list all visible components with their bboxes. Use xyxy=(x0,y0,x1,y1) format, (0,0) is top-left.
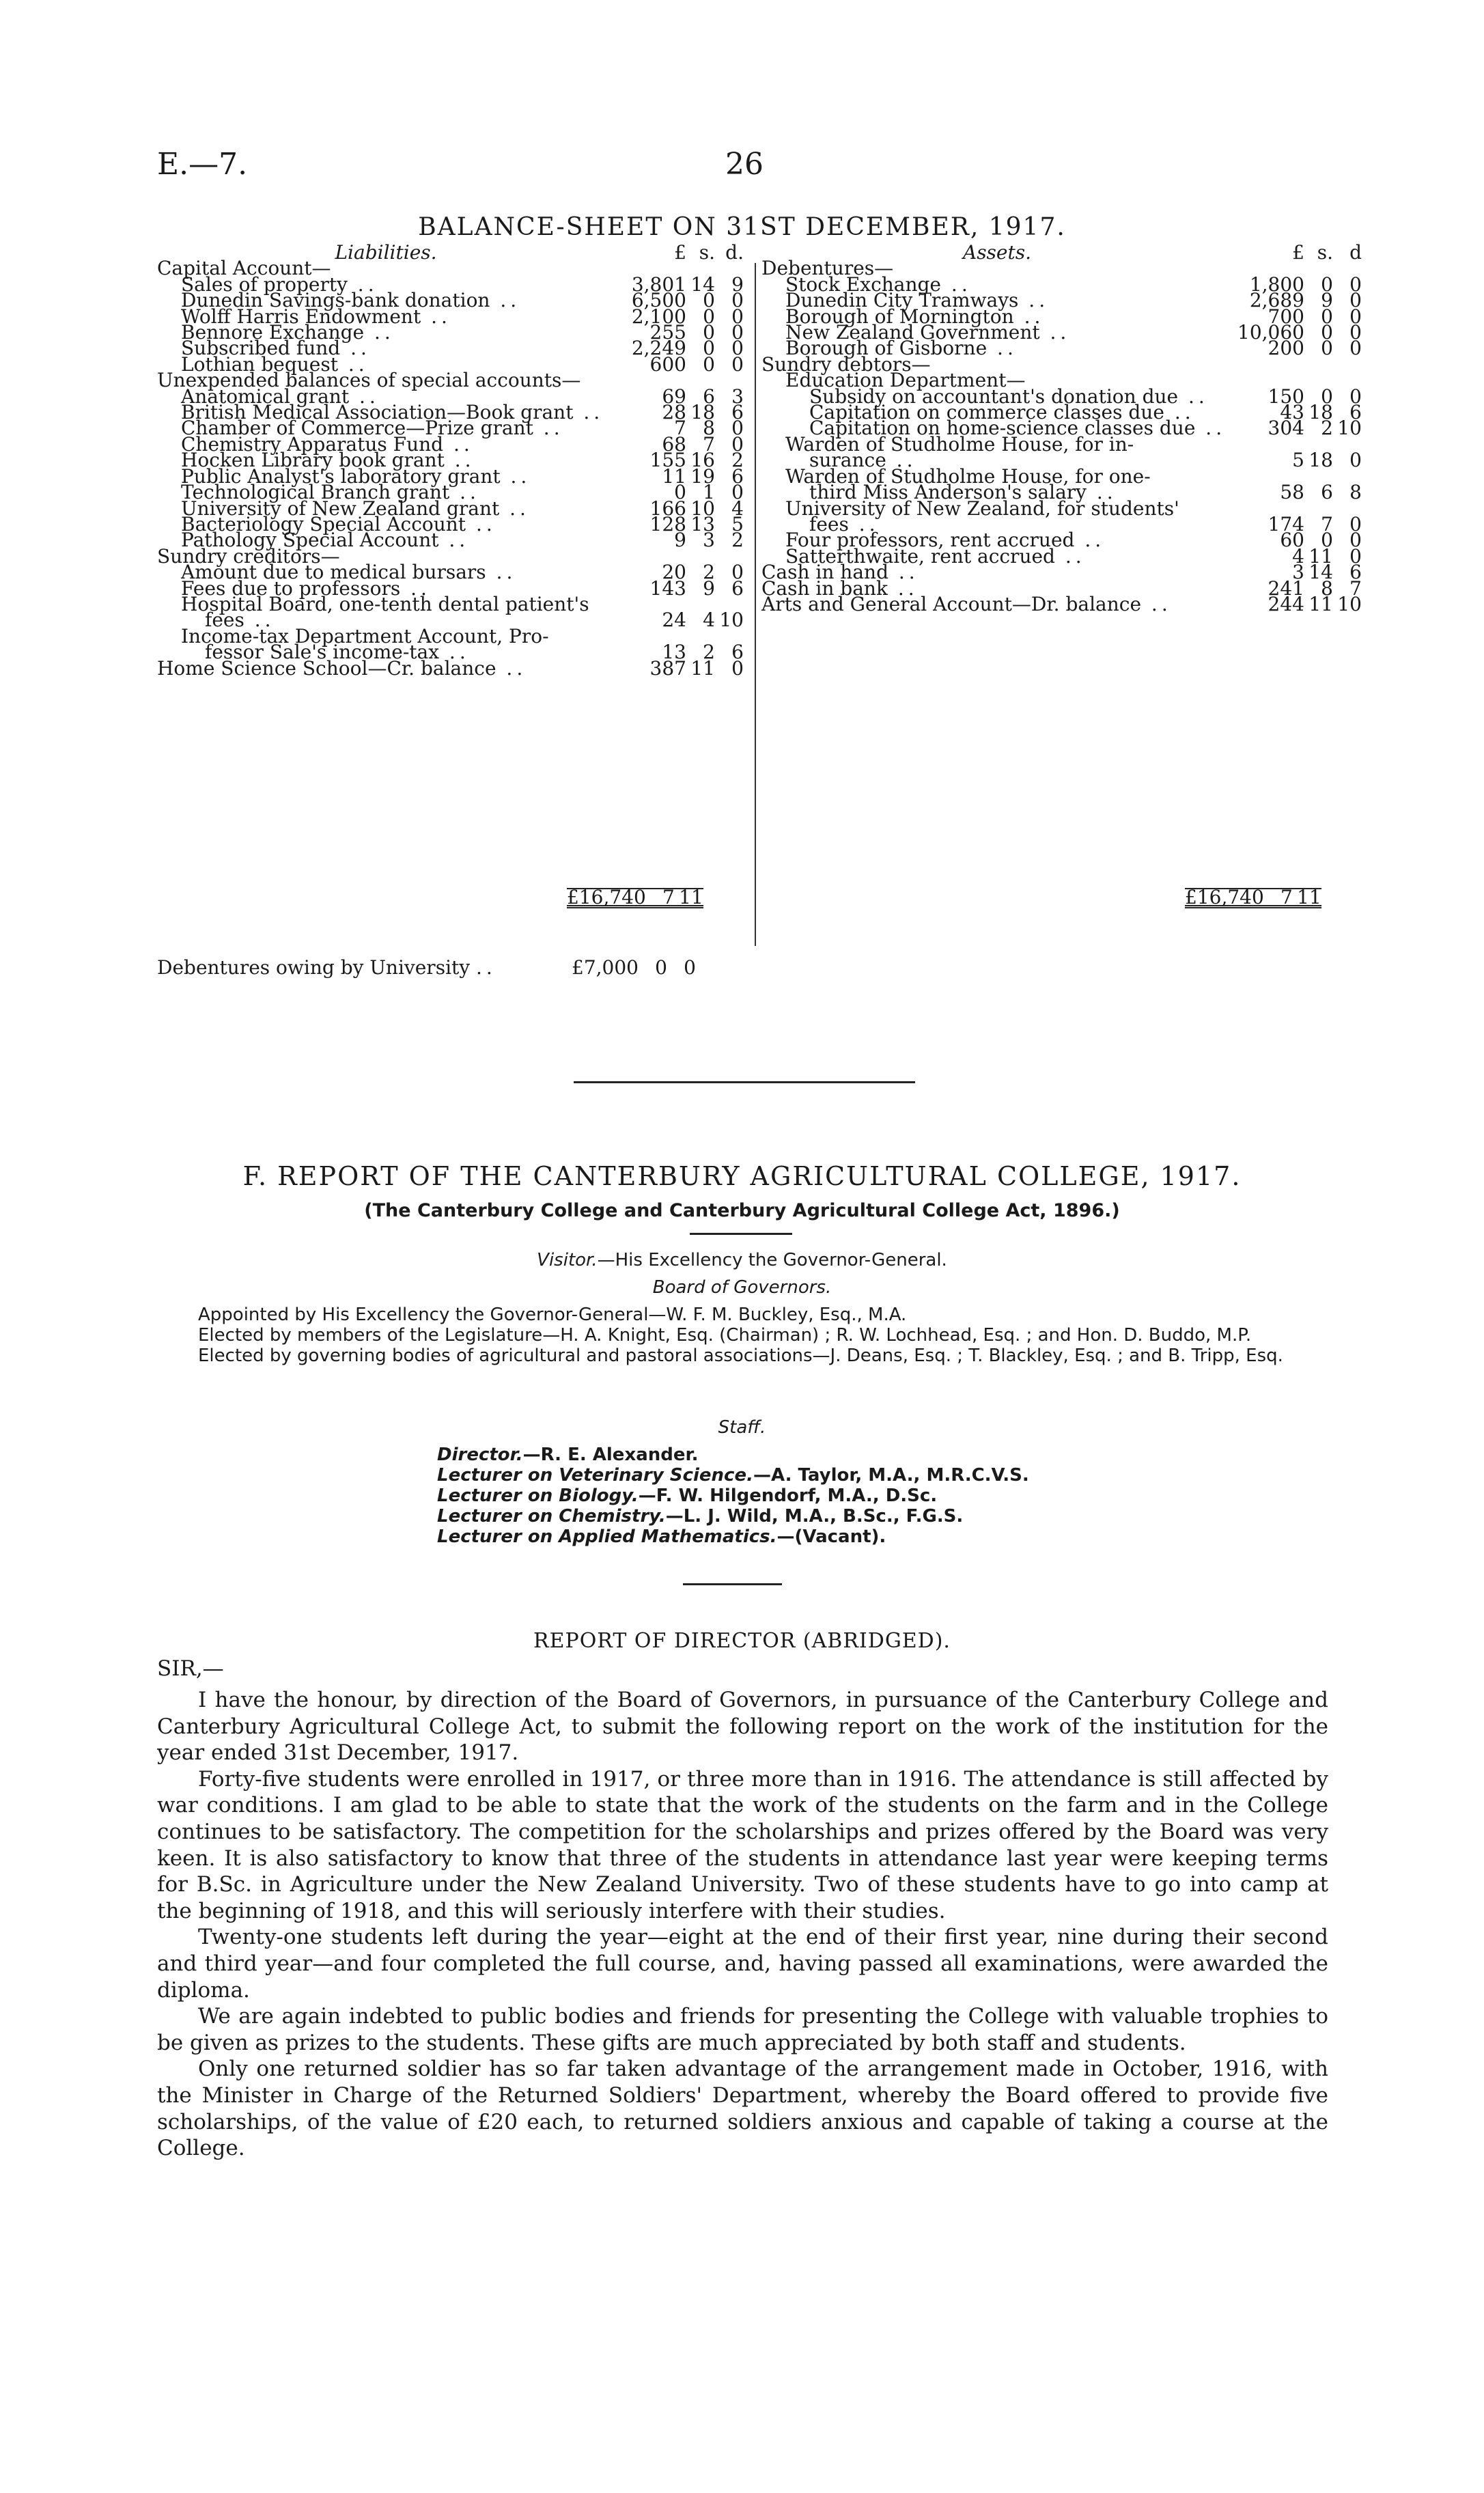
amount-shillings: 8 xyxy=(1321,576,1333,600)
row-label: Borough of Gisborne .. xyxy=(785,337,1018,360)
liabilities-total-shillings: 7 xyxy=(646,889,675,907)
amount-shillings: 2 xyxy=(703,561,715,584)
amount-pence: 6 xyxy=(731,576,744,600)
amount-shillings: 9 xyxy=(703,576,715,600)
amount-shillings: 0 xyxy=(1321,321,1333,344)
amount-shillings: 0 xyxy=(703,305,715,328)
liabilities-total-row xyxy=(157,888,703,908)
amount-pence: 0 xyxy=(1349,337,1362,360)
visitor-line xyxy=(0,1250,1484,1270)
amount-pence: 0 xyxy=(1349,289,1362,312)
amount-shillings: 18 xyxy=(1308,401,1333,424)
row-label: Pathology Special Account .. xyxy=(181,529,470,552)
amount-pence: 9 xyxy=(731,273,744,296)
amount-pounds: 200 xyxy=(1268,337,1304,360)
staff-director: Director.—R. E. Alexander. xyxy=(437,1445,699,1465)
row-label: University of New Zealand, for students' xyxy=(785,497,1179,520)
row-label: Capital Account— xyxy=(157,257,331,280)
amount-shillings: 4 xyxy=(703,609,715,632)
assets-table xyxy=(761,241,1362,615)
liabilities-total-pence: 11 xyxy=(675,889,703,907)
shillings-col-header: s. xyxy=(1317,241,1333,264)
amount-shillings: 0 xyxy=(1321,337,1333,360)
amount-pounds: 69 xyxy=(662,385,686,408)
amount-pounds: 43 xyxy=(1280,401,1304,424)
row-label: University of New Zealand grant .. xyxy=(181,497,530,520)
amount-pence: 6 xyxy=(1349,561,1362,584)
row-label: Sundry debtors— xyxy=(761,352,931,376)
amount-pounds: 20 xyxy=(662,561,686,584)
row-label: fees .. xyxy=(205,609,275,632)
amount-pence: 5 xyxy=(731,512,744,535)
assets-total-pence: 11 xyxy=(1293,889,1321,907)
staff-chemistry: Lecturer on Chemistry.—L. J. Wild, M.A., B.Sc., F.G.S. xyxy=(437,1506,964,1527)
amount-pounds: 2,249 xyxy=(631,337,686,360)
row-label: Chamber of Commerce—Prize grant .. xyxy=(181,417,564,440)
amount-shillings: 0 xyxy=(1321,385,1333,408)
row-label: Dunedin Savings-bank donation .. xyxy=(181,289,521,312)
pence-col-header: d. xyxy=(725,241,744,264)
amount-pence: 2 xyxy=(731,529,744,552)
amount-pounds: 9 xyxy=(674,529,686,552)
debentures-owing-shillings: 0 xyxy=(655,956,667,979)
balance-sheet-title: BALANCE-SHEET ON 31ST DECEMBER, 1917. xyxy=(418,213,1066,241)
row-label: Unexpended balances of special accounts— xyxy=(157,369,581,392)
amount-pence: 0 xyxy=(731,321,744,344)
amount-pounds: 10,060 xyxy=(1237,321,1304,344)
row-label: Arts and General Account—Dr. balance .. xyxy=(761,592,1172,615)
amount-shillings: 2 xyxy=(1321,417,1333,440)
amount-pence: 0 xyxy=(1349,321,1362,344)
amount-shillings: 14 xyxy=(1308,561,1333,584)
amount-shillings: 0 xyxy=(703,352,715,376)
amount-pence: 0 xyxy=(1349,305,1362,328)
paragraph: Twenty-one students left during the year—eight at the end of their first year, nine during their second and third year—and four completed the full course, and, having passed all examinations, were awarded the diploma. xyxy=(157,1925,1328,2003)
amount-shillings: 14 xyxy=(690,273,715,296)
row-label: Capitation on commerce classes due .. xyxy=(809,401,1195,424)
amount-shillings: 6 xyxy=(1321,481,1333,504)
amount-shillings: 7 xyxy=(703,432,715,456)
staff-biology: Lecturer on Biology.—F. W. Hilgendorf, M.A., D.Sc. xyxy=(437,1486,938,1506)
row-label: Bennore Exchange .. xyxy=(181,321,395,344)
row-label: Cash in hand .. xyxy=(761,561,919,584)
liabilities-total-pounds: £16,740 xyxy=(567,886,646,908)
row-label: fessor Sale's income-tax .. xyxy=(205,641,470,664)
amount-shillings: 7 xyxy=(1321,512,1333,535)
amount-shillings: 13 xyxy=(690,512,715,535)
row-label: Stock Exchange .. xyxy=(785,273,972,296)
amount-shillings: 0 xyxy=(703,289,715,312)
amount-shillings: 0 xyxy=(703,337,715,360)
amount-pence: 10 xyxy=(1337,592,1362,615)
amount-pence: 0 xyxy=(731,352,744,376)
amount-pence: 0 xyxy=(731,481,744,504)
amount-pence: 0 xyxy=(731,656,744,680)
amount-pence: 0 xyxy=(1349,385,1362,408)
amount-shillings: 0 xyxy=(1321,305,1333,328)
page-number: 26 xyxy=(725,147,764,182)
paragraph: We are again indebted to public bodies and friends for presenting the College with valuable trophies to be given as prizes to the students. These gifts are much appreciated by both staff and students. xyxy=(157,2004,1328,2055)
title-rule xyxy=(690,1233,792,1235)
row-label: Debentures— xyxy=(761,257,894,280)
amount-pence: 6 xyxy=(1349,401,1362,424)
amount-pounds: 241 xyxy=(1268,576,1304,600)
row-label: Bacteriology Special Account .. xyxy=(181,512,496,535)
row-label: Capitation on home-science classes due .. xyxy=(809,417,1227,440)
staff-list xyxy=(437,1445,1029,1547)
amount-pounds: 143 xyxy=(649,576,686,600)
amount-pence: 4 xyxy=(731,497,744,520)
row-label: Hospital Board, one-tenth dental patient's xyxy=(181,592,589,615)
amount-pounds: 1,800 xyxy=(1249,273,1304,296)
amount-pounds: 2,100 xyxy=(631,305,686,328)
amount-pounds: 6,500 xyxy=(631,289,686,312)
amount-shillings: 10 xyxy=(690,497,715,520)
amount-pounds: 128 xyxy=(649,512,686,535)
amount-pounds: 700 xyxy=(1268,305,1304,328)
amount-shillings: 2 xyxy=(703,641,715,664)
assets-heading: Assets. xyxy=(962,241,1032,264)
assets-total-row xyxy=(761,888,1321,908)
row-label: Subscribed fund .. xyxy=(181,337,371,360)
amount-pounds: 155 xyxy=(649,449,686,472)
row-label: Sales of property .. xyxy=(181,273,378,296)
amount-pence: 6 xyxy=(731,464,744,488)
amount-pounds: 304 xyxy=(1268,417,1304,440)
balance-row xyxy=(761,596,1362,612)
amount-shillings: 6 xyxy=(703,385,715,408)
row-label: Amount due to medical bursars .. xyxy=(181,561,517,584)
row-label: Wolff Harris Endowment .. xyxy=(181,305,451,328)
staff-mathematics: Lecturer on Applied Mathematics.—(Vacant). xyxy=(437,1527,886,1547)
amount-shillings: 18 xyxy=(1308,449,1333,472)
paragraph: Forty-five students were enrolled in 1917, or three more than in 1916. The attendance is still affected by war conditions. I am glad to be able to state that the work of the students on the farm and in the College continues to be satisfactory. The competition for the scholarships and prizes offered by the Board was very keen. It is also satisfactory to know that three of the students in attendance last year were keeping terms for B.Sc. in Agriculture under the New Zealand University. Two of these students have to go into camp at the beginning of 1918, and this will seriously interfere with their studies. xyxy=(157,1766,1328,1923)
amount-shillings: 0 xyxy=(1321,273,1333,296)
report-act-subtitle: (The Canterbury College and Canterbury Agricultural College Act, 1896.) xyxy=(364,1200,1120,1221)
row-label: Warden of Studholme House, for one- xyxy=(785,464,1151,488)
pence-col-header: d xyxy=(1349,241,1362,264)
board-members xyxy=(157,1305,1328,1366)
debentures-owing-row: Debentures owing by University .. £7,000 0 0 xyxy=(157,956,696,979)
board-heading: Board of Governors. xyxy=(652,1277,832,1298)
amount-pence: 6 xyxy=(731,641,744,664)
row-label: Chemistry Apparatus Fund .. xyxy=(181,432,474,456)
amount-pounds: 600 xyxy=(649,352,686,376)
amount-shillings: 11 xyxy=(690,656,715,680)
balance-row xyxy=(157,660,744,676)
salutation: SIR,— xyxy=(157,1656,224,1681)
row-label: Subsidy on accountant's donation due .. xyxy=(809,385,1209,408)
board-line-legislature: Elected by members of the Legislature—H. A. Knight, Esq. (Chairman) ; R. W. Lochhead, Esq. ; and Hon. D. Buddo, M.P. xyxy=(198,1325,1252,1346)
amount-pence: 0 xyxy=(731,305,744,328)
amount-pounds: 68 xyxy=(662,432,686,456)
row-label: Four professors, rent accrued .. xyxy=(785,529,1106,552)
amount-pounds: 58 xyxy=(1280,481,1304,504)
pounds-col-header: £ xyxy=(674,241,686,264)
paragraph: Only one returned soldier has so far taken advantage of the arrangement made in October, 1916, with the Minister in Charge of the Returned Soldiers' Department, whereby the Board offered to provide five scholarships, of the value of £20 each, to returned soldiers anxious and capable of taking a course at the College. xyxy=(157,2057,1328,2161)
amount-pounds: 3 xyxy=(1292,561,1304,584)
amount-pounds: 4 xyxy=(1292,544,1304,568)
row-label: Satterthwaite, rent accrued .. xyxy=(785,544,1086,568)
row-label: surance .. xyxy=(809,449,917,472)
amount-pence: 0 xyxy=(1349,449,1362,472)
row-label: Lothian bequest .. xyxy=(181,352,369,376)
pounds-col-header: £ xyxy=(1292,241,1304,264)
assets-total-shillings: 7 xyxy=(1264,889,1293,907)
amount-shillings: 8 xyxy=(703,417,715,440)
amount-pence: 7 xyxy=(1349,576,1362,600)
row-label: third Miss Anderson's salary .. xyxy=(809,481,1117,504)
amount-pounds: 7 xyxy=(674,417,686,440)
director-report-heading: REPORT OF DIRECTOR (ABRIDGED). xyxy=(533,1629,951,1653)
row-label: Public Analyst's laboratory grant .. xyxy=(181,464,531,488)
amount-pence: 0 xyxy=(1349,273,1362,296)
board-line-appointed: Appointed by His Excellency the Governor-General—W. F. M. Buckley, Esq., M.A. xyxy=(198,1305,907,1325)
column-divider xyxy=(755,263,756,946)
amount-pence: 0 xyxy=(731,337,744,360)
row-label: Warden of Studholme House, for in- xyxy=(785,432,1134,456)
row-label: Income-tax Department Account, Pro- xyxy=(181,624,549,647)
amount-shillings: 19 xyxy=(690,464,715,488)
amount-pounds: 255 xyxy=(649,321,686,344)
amount-pounds: 13 xyxy=(662,641,686,664)
amount-pounds: 166 xyxy=(649,497,686,520)
amount-pounds: 244 xyxy=(1268,592,1304,615)
document-code: E.—7. xyxy=(157,147,248,182)
staff-veterinary: Lecturer on Veterinary Science.—A. Taylor, M.A., M.R.C.V.S. xyxy=(437,1465,1029,1486)
director-report-body xyxy=(157,1687,1328,2162)
row-label: Sundry creditors— xyxy=(157,544,340,568)
amount-pence: 10 xyxy=(1337,417,1362,440)
amount-pence: 0 xyxy=(1349,544,1362,568)
debentures-owing-pence: 0 xyxy=(684,956,696,979)
amount-pounds: 5 xyxy=(1292,449,1304,472)
board-line-associations: Elected by governing bodies of agricultural and pastoral associations—J. Deans, Esq. ; T. Blackley, Esq. ; and B. Tripp, Esq. xyxy=(198,1346,1283,1366)
amount-pounds: 11 xyxy=(662,464,686,488)
visitor-text: —His Excellency the Governor-General. xyxy=(597,1250,947,1270)
amount-shillings: 11 xyxy=(1308,592,1333,615)
amount-pence: 0 xyxy=(1349,529,1362,552)
debentures-owing-value: £7,000 xyxy=(572,956,639,979)
row-label: British Medical Association—Book grant .. xyxy=(181,401,604,424)
amount-pence: 10 xyxy=(719,609,744,632)
row-label: Cash in bank .. xyxy=(761,576,919,600)
amount-pence: 0 xyxy=(1349,512,1362,535)
amount-shillings: 16 xyxy=(690,449,715,472)
report-title: F. REPORT OF THE CANTERBURY AGRICULTURAL COLLEGE, 1917. xyxy=(242,1161,1242,1191)
paragraph: I have the honour, by direction of the Board of Governors, in pursuance of the Canterbury College and Canterbury Agricultural College Act, to submit the following report on the work of the institution for the year ended 31st December, 1917. xyxy=(157,1688,1328,1766)
amount-shillings: 3 xyxy=(703,529,715,552)
amount-pounds: 24 xyxy=(662,609,686,632)
row-label: Technological Branch grant .. xyxy=(181,481,480,504)
row-label: fees .. xyxy=(809,512,880,535)
row-label: Dunedin City Tramways .. xyxy=(785,289,1050,312)
amount-shillings: 0 xyxy=(1321,529,1333,552)
amount-pounds: 174 xyxy=(1268,512,1304,535)
staff-rule xyxy=(683,1583,782,1585)
staff-heading: Staff. xyxy=(718,1417,766,1438)
debentures-owing-label: Debentures owing by University xyxy=(157,956,471,979)
liabilities-heading: Liabilities. xyxy=(335,241,437,264)
amount-pounds: 60 xyxy=(1280,529,1304,552)
amount-shillings: 11 xyxy=(1308,544,1333,568)
amount-pounds: 28 xyxy=(662,401,686,424)
visitor-label: Visitor. xyxy=(537,1250,598,1270)
row-label: Hocken Library book grant .. xyxy=(181,449,475,472)
amount-pounds: 387 xyxy=(649,656,686,680)
amount-pence: 0 xyxy=(731,417,744,440)
amount-pounds: 0 xyxy=(674,481,686,504)
row-label: Home Science School—Cr. balance .. xyxy=(157,656,527,680)
shillings-col-header: s. xyxy=(699,241,715,264)
row-label: New Zealand Government .. xyxy=(785,321,1071,344)
amount-pounds: 150 xyxy=(1268,385,1304,408)
section-separator xyxy=(574,1081,915,1083)
assets-total-pounds: £16,740 xyxy=(1185,886,1264,908)
amount-pence: 0 xyxy=(731,289,744,312)
liabilities-table xyxy=(157,241,744,680)
row-label: Anatomical grant .. xyxy=(181,385,380,408)
amount-shillings: 18 xyxy=(690,401,715,424)
amount-pence: 8 xyxy=(1349,481,1362,504)
amount-shillings: 1 xyxy=(703,481,715,504)
row-label: Fees due to professors .. xyxy=(181,576,431,600)
amount-shillings: 0 xyxy=(703,321,715,344)
amount-pence: 3 xyxy=(731,385,744,408)
row-label: Borough of Mornington .. xyxy=(785,305,1045,328)
amount-pence: 2 xyxy=(731,449,744,472)
amount-shillings: 9 xyxy=(1321,289,1333,312)
amount-pounds: 3,801 xyxy=(631,273,686,296)
amount-pence: 6 xyxy=(731,401,744,424)
amount-pounds: 2,689 xyxy=(1249,289,1304,312)
amount-pence: 0 xyxy=(731,561,744,584)
amount-pence: 0 xyxy=(731,432,744,456)
row-label: Education Department— xyxy=(785,369,1026,392)
